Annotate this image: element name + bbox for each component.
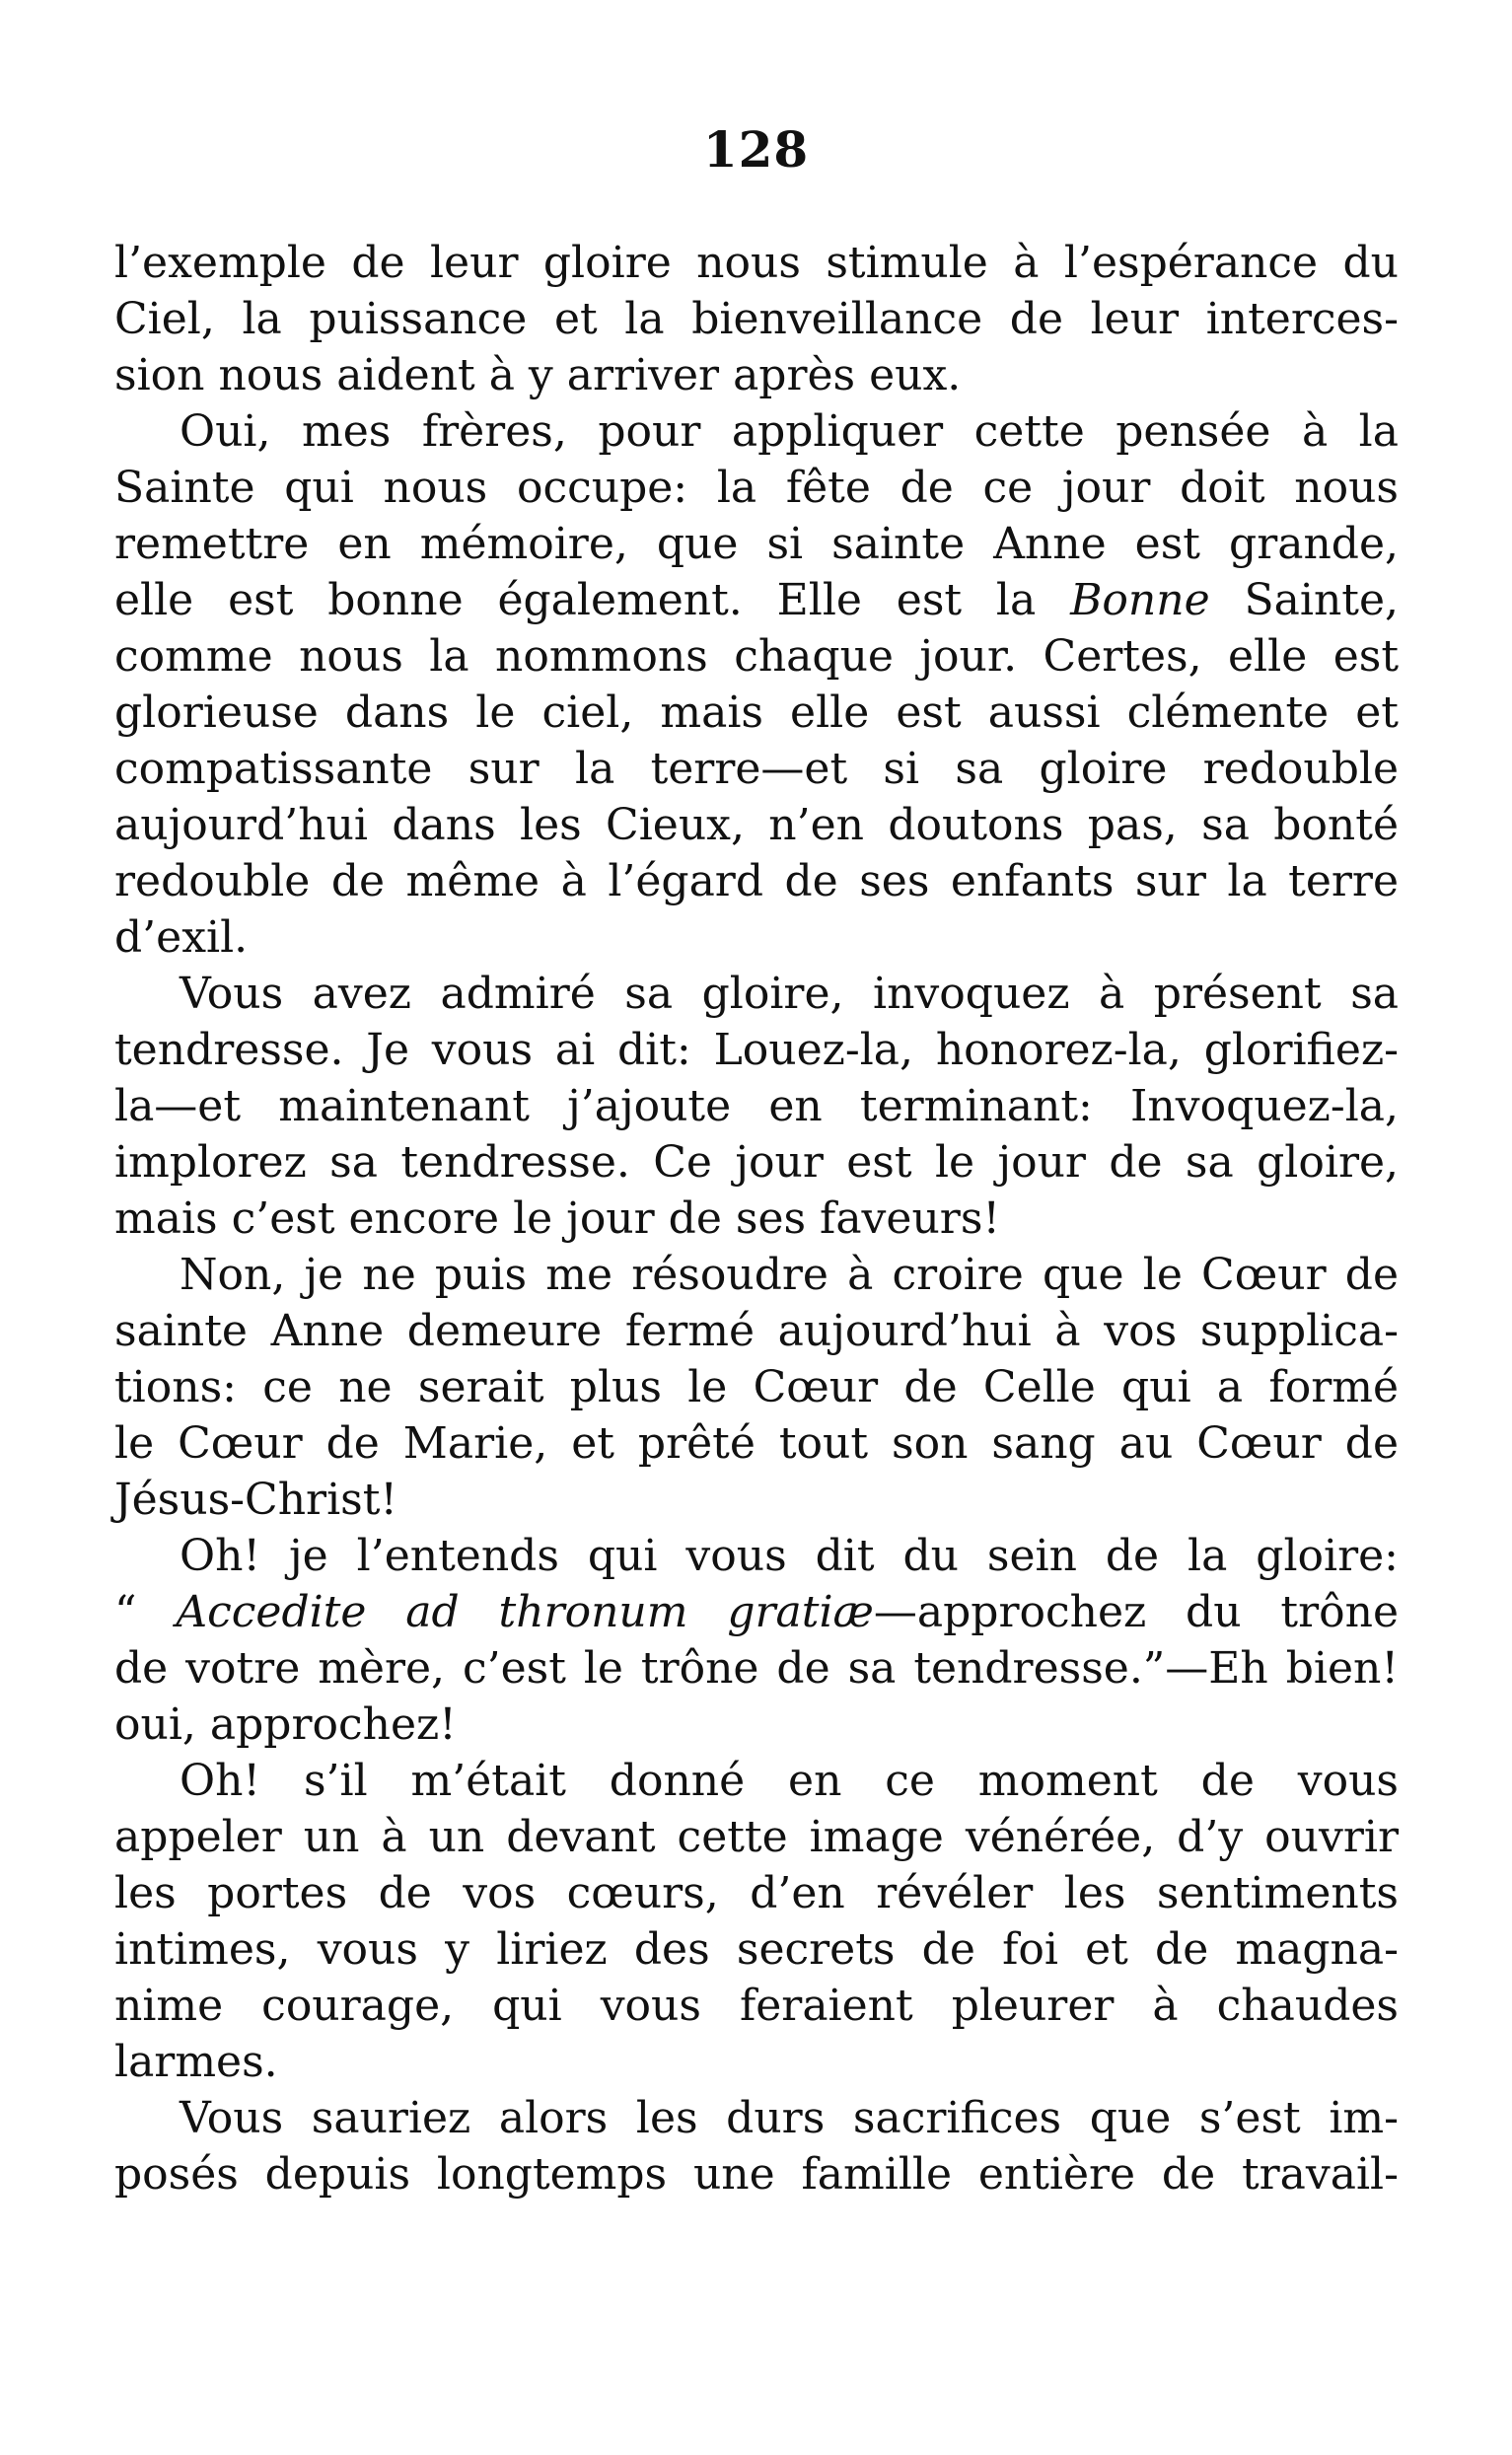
- text-line: mais c’est encore le jour de ses faveurs!: [114, 1193, 1001, 1244]
- text-line: de votre mère, c’est le trône de sa tendresse.”—Eh bien!: [114, 1643, 1399, 1694]
- text-line: d’exil.: [114, 912, 249, 963]
- text-line: comme nous la nommons chaque jour. Certes, elle est: [114, 631, 1399, 682]
- text-line: Sainte qui nous occupe: la fête de ce jour doit nous: [114, 463, 1399, 513]
- page-number: 128: [702, 120, 810, 179]
- latin-quotation: Accedite ad thronum gratiæ: [176, 1587, 874, 1637]
- text-line: Jésus-Christ!: [114, 1475, 398, 1525]
- italic-word: Bonne: [1070, 575, 1210, 625]
- text-line: aujourd’hui dans les Cieux, n’en doutons pas, sa bonté: [114, 800, 1399, 850]
- text-line: larmes.: [114, 2037, 278, 2087]
- paragraph-first-line: Oh! je l’entends qui vous dit du sein de la gloire:: [180, 1531, 1399, 1581]
- text-segment: —approchez du trône: [873, 1587, 1399, 1637]
- text-line: la—et maintenant j’ajoute en terminant: Invoquez-la,: [114, 1081, 1399, 1131]
- paragraph-first-line: Vous avez admiré sa gloire, invoquez à présent sa: [180, 969, 1399, 1019]
- text-line: Ciel, la puissance et la bienveillance de leur interces-: [114, 294, 1399, 344]
- text-line: les portes de vos cœurs, d’en révéler les sentiments: [114, 1868, 1399, 1918]
- text-line: [114, 572, 1399, 628]
- text-line: sainte Anne demeure fermé aujourd’hui à vos supplica-: [114, 1306, 1399, 1356]
- body-text: [114, 235, 1399, 2202]
- text-segment: Sainte,: [1209, 575, 1399, 625]
- text-line: le Cœur de Marie, et prêté tout son sang au Cœur de: [114, 1418, 1399, 1469]
- text-line: l’exemple de leur gloire nous stimule à l’espérance du: [114, 238, 1399, 288]
- paragraph-first-line: Vous sauriez alors les durs sacrifices que s’est im-: [180, 2093, 1399, 2143]
- paragraph-first-line: Oh! s’il m’était donné en ce moment de vous: [180, 1756, 1399, 1806]
- text-line: redouble de même à l’égard de ses enfants sur la terre: [114, 856, 1399, 906]
- paragraph-first-line: Non, je ne puis me résoudre à croire que le Cœur de: [180, 1250, 1399, 1300]
- text-line: appeler un à un devant cette image vénérée, d’y ouvrir: [114, 1812, 1399, 1862]
- text-line: remettre en mémoire, que si sainte Anne est grande,: [114, 519, 1399, 569]
- text-line: implorez sa tendresse. Ce jour est le jour de sa gloire,: [114, 1137, 1399, 1188]
- text-line: posés depuis longtemps une famille entière de travail-: [114, 2149, 1399, 2200]
- text-line: oui, approchez!: [114, 1699, 457, 1750]
- text-line: [114, 1584, 1399, 1640]
- paragraph-first-line: Oui, mes frères, pour appliquer cette pensée à la: [180, 406, 1399, 457]
- text-line: tendresse. Je vous ai dit: Louez-la, honorez-la, glorifiez-: [114, 1025, 1399, 1075]
- text-line: glorieuse dans le ciel, mais elle est aussi clémente et: [114, 687, 1399, 738]
- text-segment: “: [114, 1587, 177, 1637]
- text-line: intimes, vous y liriez des secrets de foi et de magna-: [114, 1924, 1399, 1975]
- text-segment: elle est bonne également. Elle est la: [114, 575, 1071, 625]
- text-line: sion nous aident à y arriver après eux.: [114, 350, 962, 400]
- text-line: compatissante sur la terre—et si sa gloire redouble: [114, 744, 1399, 794]
- text-line: tions: ce ne serait plus le Cœur de Celle qui a formé: [114, 1362, 1399, 1412]
- text-line: nime courage, qui vous feraient pleurer à chaudes: [114, 1981, 1399, 2031]
